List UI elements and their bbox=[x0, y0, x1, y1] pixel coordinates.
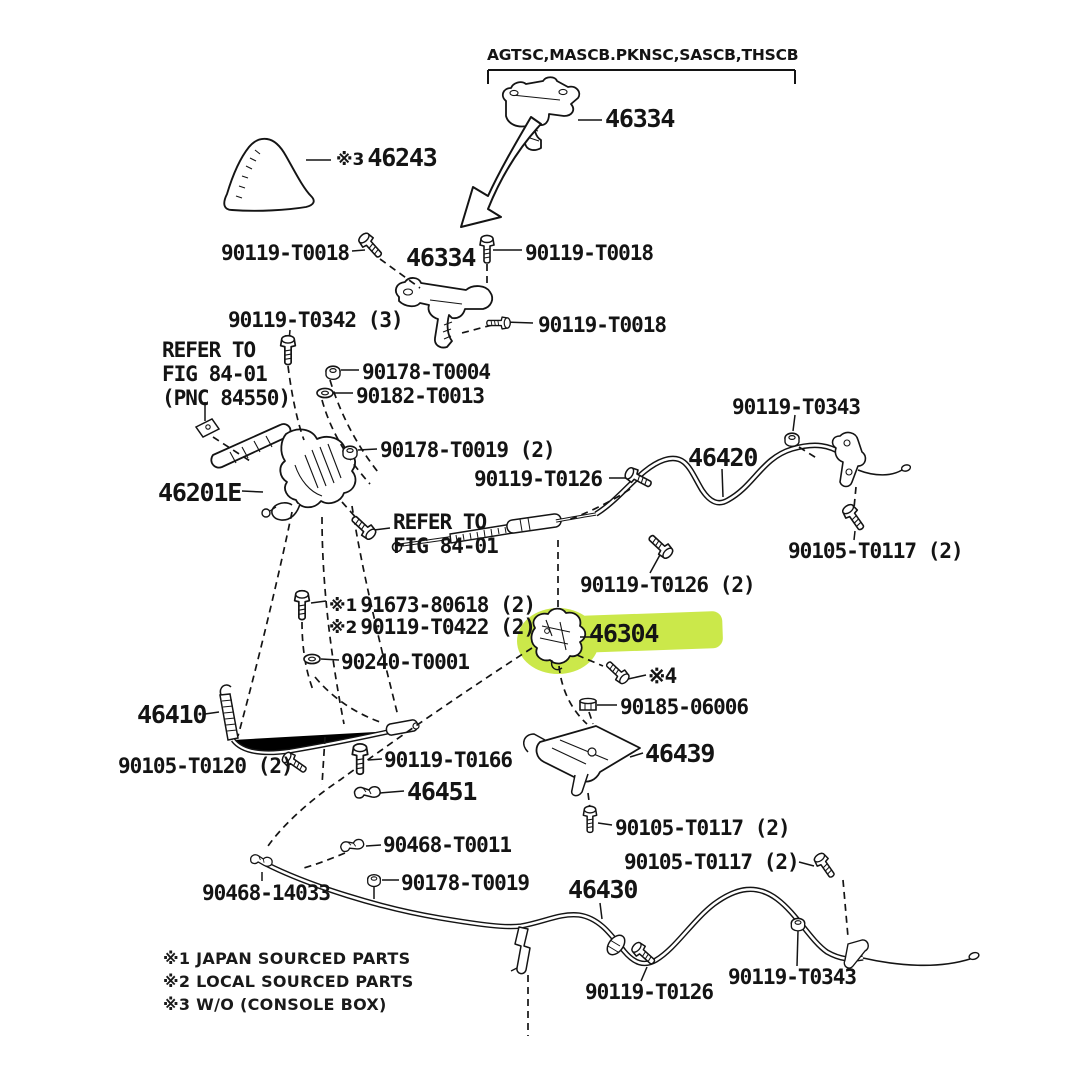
label-90105-T0117-right: 90105-T0117 (2) bbox=[788, 539, 963, 563]
clip-46451 bbox=[355, 787, 381, 798]
legend-line-3: ※3 W/O (CONSOLE BOX) bbox=[163, 995, 387, 1014]
label-90105-T0120: 90105-T0120 (2) bbox=[118, 754, 293, 778]
bolt-90105-T0117-right bbox=[840, 502, 867, 533]
label-90182-T0013: 90182-T0013 bbox=[356, 384, 485, 408]
legend-line-2: ※2 LOCAL SOURCED PARTS bbox=[163, 972, 414, 991]
bolt-ref4 bbox=[603, 658, 631, 686]
label-90468-14033: 90468-14033 bbox=[202, 881, 331, 905]
grommet-90240-T0001 bbox=[304, 654, 320, 663]
label-46334-main: 46334 bbox=[406, 243, 476, 272]
label-46201E: 46201E bbox=[158, 478, 242, 507]
part-46243-boot-drawing bbox=[224, 139, 313, 211]
label-90119-T0342: 90119-T0342 (3) bbox=[228, 308, 403, 332]
label-refer-fig-84-01: REFER TO FIG 84-01 bbox=[393, 510, 498, 559]
clip-90468-T0011 bbox=[340, 839, 364, 852]
part-46439-bracket-drawing bbox=[524, 726, 640, 796]
group-header: AGTSC,MASCB.PKNSC,SASCB,THSCB bbox=[487, 46, 799, 64]
label-46410: 46410 bbox=[137, 700, 207, 729]
part-46334-top-drawing bbox=[503, 77, 579, 150]
label-90119-T0422: ※2 90119-T0422 (2) bbox=[329, 615, 536, 639]
bolt-90119-T0018-side bbox=[487, 317, 510, 329]
nut-90178-T0004 bbox=[326, 366, 340, 379]
label-46243: ※3 46243 bbox=[336, 143, 437, 172]
label-46451: 46451 bbox=[407, 777, 477, 806]
washer-90182-T0013 bbox=[317, 388, 333, 397]
clip-90468-14033 bbox=[250, 853, 274, 868]
bolt-90105-T0117-b2 bbox=[812, 851, 838, 880]
pointer-arrow bbox=[461, 117, 541, 227]
legend-line-1: ※1 JAPAN SOURCED PARTS bbox=[163, 949, 411, 968]
nut-90178-T0019 bbox=[343, 446, 357, 459]
label-90178-T0019-b: 90178-T0019 bbox=[401, 871, 530, 895]
nut-90119-T0343-top bbox=[785, 433, 799, 446]
label-91673-80618: ※1 91673-80618 (2) bbox=[329, 593, 536, 617]
label-ref4: ※4 bbox=[648, 664, 677, 688]
part-46410-cable-drawing bbox=[220, 685, 419, 753]
label-90119-T0126-2: 90119-T0126 (2) bbox=[580, 573, 755, 597]
label-46304-highlighted: 46304 bbox=[589, 619, 659, 648]
part-46334-main-drawing bbox=[396, 278, 492, 348]
nut-90185-06006 bbox=[580, 698, 596, 710]
bolt-90105-T0117-b1 bbox=[583, 806, 596, 832]
label-90178-T0019-2: 90178-T0019 (2) bbox=[380, 438, 555, 462]
label-90119-T0018-left: 90119-T0018 bbox=[221, 241, 350, 265]
label-90105-T0117-b2: 90105-T0117 (2) bbox=[624, 850, 799, 874]
bolt-90119-T0126-2 bbox=[645, 532, 675, 561]
label-46439: 46439 bbox=[645, 739, 715, 768]
label-90185-06006: 90185-06006 bbox=[620, 695, 749, 719]
bolt-90119-T0166 bbox=[352, 744, 367, 774]
label-90119-T0126-top: 90119-T0126 bbox=[474, 467, 603, 491]
label-90119-T0018-side: 90119-T0018 bbox=[538, 313, 667, 337]
bolt-91673-80618 bbox=[295, 591, 310, 620]
label-90240-T0001: 90240-T0001 bbox=[341, 650, 470, 674]
label-90119-T0126-b: 90119-T0126 bbox=[585, 980, 714, 1004]
label-90105-T0117-b1: 90105-T0117 (2) bbox=[615, 816, 790, 840]
nut-90119-T0343-b bbox=[791, 918, 804, 930]
label-90468-T0011: 90468-T0011 bbox=[383, 833, 512, 857]
label-46334-top: 46334 bbox=[605, 104, 675, 133]
label-refer-fig-84-01-pnc: REFER TO FIG 84-01 (PNC 84550) bbox=[162, 338, 291, 411]
label-90119-T0343-top: 90119-T0343 bbox=[732, 395, 861, 419]
bolt-90119-T0018-left bbox=[356, 231, 385, 261]
bolt-90119-T0018-top bbox=[480, 236, 494, 264]
bolt-refer-fig84 bbox=[348, 513, 378, 542]
legend bbox=[163, 949, 414, 1018]
label-46420: 46420 bbox=[688, 443, 758, 472]
nut-90178-T0019-b bbox=[368, 875, 381, 887]
label-90119-T0166: 90119-T0166 bbox=[384, 748, 513, 772]
label-90119-T0343-b: 90119-T0343 bbox=[728, 965, 857, 989]
label-90119-T0018-top: 90119-T0018 bbox=[525, 241, 654, 265]
label-46430: 46430 bbox=[568, 875, 638, 904]
label-90178-T0004: 90178-T0004 bbox=[362, 360, 491, 384]
